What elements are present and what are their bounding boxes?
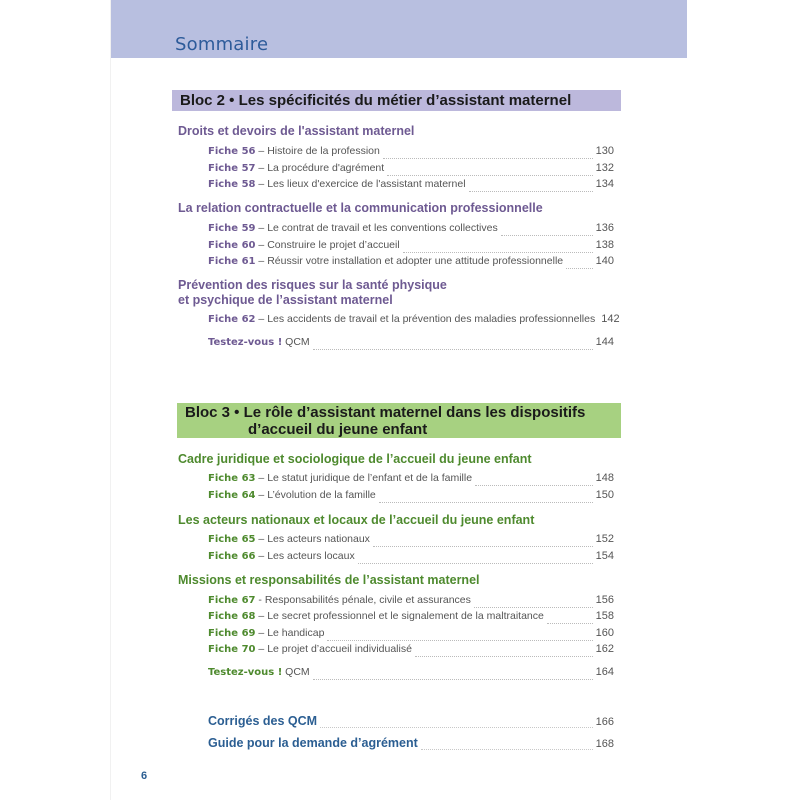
toc-entry-quiz[interactable]: [208, 666, 614, 682]
entry-title: Les lieux d'exercice de l'assistant maternel: [267, 178, 466, 190]
toc-entry[interactable]: [208, 239, 614, 255]
entry-title: Guide pour la demande d’agrément: [208, 736, 418, 750]
fiche-label: Fiche 61: [208, 256, 256, 267]
page-ref: 134: [595, 178, 614, 190]
separator: –: [255, 533, 268, 545]
page-title: Sommaire: [175, 34, 269, 55]
fiche-label: Fiche 68: [208, 611, 256, 622]
entry-title: Les acteurs locaux: [267, 550, 355, 562]
entry-title: Les accidents de travail et la prévention des maladies professionnelles: [267, 313, 596, 325]
dot-leader: [501, 227, 593, 236]
dot-leader: [313, 341, 593, 350]
separator: –: [255, 550, 268, 562]
header-band: [111, 0, 687, 58]
section-title: La relation contractuelle et la communication professionnelle: [178, 201, 543, 215]
section-title: Cadre juridique et sociologique de l’accueil du jeune enfant: [178, 452, 532, 466]
toc-entry[interactable]: [208, 627, 614, 643]
fiche-label: Fiche 58: [208, 179, 256, 190]
dot-leader: [383, 150, 593, 159]
toc-entry[interactable]: [208, 178, 614, 194]
section-title: [178, 278, 447, 308]
entry-title: Le projet d’accueil individualisé: [267, 643, 412, 655]
fiche-label: Fiche 56: [208, 146, 256, 157]
quiz-label: Testez-vous !: [208, 337, 283, 348]
toc-entry[interactable]: [208, 145, 614, 161]
dot-leader: [566, 260, 593, 269]
dot-leader: [373, 538, 593, 547]
dot-leader: [474, 599, 593, 608]
dot-leader: [313, 671, 593, 680]
page-ref: 166: [595, 716, 614, 728]
dot-leader: [327, 632, 592, 641]
separator: –: [255, 643, 268, 655]
toc-entry[interactable]: [208, 489, 614, 505]
page-ref: 136: [595, 222, 614, 234]
toc-entry[interactable]: [208, 610, 614, 626]
entry-title: Le statut juridique de l’enfant et de la famille: [267, 472, 473, 484]
toc-entry[interactable]: [208, 643, 614, 659]
quiz-label: Testez-vous !: [208, 667, 283, 678]
fiche-label: Fiche 65: [208, 534, 256, 545]
dot-leader: [415, 648, 593, 657]
page-ref: 168: [595, 738, 614, 750]
page-edge: [110, 0, 111, 800]
fiche-label: Fiche 64: [208, 490, 256, 501]
separator: –: [255, 222, 268, 234]
separator: –: [255, 313, 268, 325]
separator: –: [255, 610, 268, 622]
page-ref: 154: [595, 550, 614, 562]
page-ref: 152: [595, 533, 614, 545]
entry-title: La procédure d'agrément: [267, 162, 385, 174]
entry-title: Corrigés des QCM: [208, 714, 318, 728]
page-ref: 142: [601, 313, 620, 325]
page-ref: 160: [595, 627, 614, 639]
dot-leader: [403, 244, 593, 253]
fiche-label: Fiche 66: [208, 551, 256, 562]
separator: –: [255, 178, 268, 190]
page-ref: 144: [595, 336, 614, 348]
section-title-line-2: et psychique de l’assistant maternel: [178, 293, 393, 307]
toc-entry[interactable]: [208, 162, 614, 178]
entry-title: Réussir votre installation et adopter une attitude professionnelle: [267, 255, 564, 267]
entry-title: Construire le projet d’accueil: [267, 239, 400, 251]
dot-leader: [320, 718, 593, 728]
page-ref: 164: [595, 666, 614, 678]
separator: –: [255, 162, 268, 174]
entry-title: Le handicap: [267, 627, 325, 639]
entry-title: Histoire de la profession: [267, 145, 380, 157]
bloc-2-heading: Bloc 2 • Les spécificités du métier d’assistant maternel: [172, 90, 621, 111]
fiche-label: Fiche 62: [208, 314, 256, 325]
separator: –: [255, 627, 268, 639]
dot-leader: [475, 477, 593, 486]
dot-leader: [547, 615, 593, 624]
fiche-label: Fiche 57: [208, 163, 256, 174]
toc-entry[interactable]: [208, 472, 614, 488]
entry-title: Le contrat de travail et les conventions collectives: [267, 222, 498, 234]
dot-leader: [358, 555, 593, 564]
toc-entry[interactable]: [208, 533, 614, 549]
bloc-3-heading-line-1: Bloc 3 • Le rôle d’assistant maternel dans les dispositifs: [185, 404, 586, 421]
toc-entry[interactable]: [208, 222, 614, 238]
separator: –: [255, 145, 268, 157]
section-title: Missions et responsabilités de l’assistant maternel: [178, 573, 480, 587]
page-ref: 130: [595, 145, 614, 157]
entry-title: L’évolution de la famille: [267, 489, 376, 501]
fiche-label: Fiche 69: [208, 628, 256, 639]
section-title-line-1: Prévention des risques sur la santé physique: [178, 278, 447, 292]
separator: –: [255, 255, 268, 267]
section-title: Droits et devoirs de l'assistant maternel: [178, 124, 415, 138]
bloc-3-heading: [177, 403, 621, 438]
separator: –: [255, 239, 268, 251]
page-ref: 140: [595, 255, 614, 267]
entry-title: Responsabilités pénale, civile et assurances: [264, 594, 471, 606]
toc-entry[interactable]: [208, 255, 614, 271]
fiche-label: Fiche 59: [208, 223, 256, 234]
page-ref: 138: [595, 239, 614, 251]
fiche-label: Fiche 63: [208, 473, 256, 484]
page-ref: 132: [595, 162, 614, 174]
bloc-3-heading-line-2: d’accueil du jeune enfant: [248, 421, 428, 438]
fiche-label: Fiche 70: [208, 644, 256, 655]
section-title: Les acteurs nationaux et locaux de l’accueil du jeune enfant: [178, 513, 535, 527]
page-number: 6: [141, 770, 148, 782]
entry-title: QCM: [282, 336, 310, 348]
page-ref: 162: [595, 643, 614, 655]
separator: –: [255, 489, 268, 501]
dot-leader: [469, 183, 593, 192]
toc-entry[interactable]: [208, 594, 614, 610]
entry-title: Le secret professionnel et le signalement de la maltraitance: [267, 610, 544, 622]
separator: -: [255, 594, 265, 606]
page-ref: 148: [595, 472, 614, 484]
dot-leader: [387, 167, 592, 176]
fiche-label: Fiche 67: [208, 595, 256, 606]
entry-title: Les acteurs nationaux: [267, 533, 370, 545]
toc-entry-quiz[interactable]: [208, 336, 614, 352]
toc-entry[interactable]: [208, 550, 614, 566]
page-ref: 158: [595, 610, 614, 622]
separator: –: [255, 472, 268, 484]
toc-entry[interactable]: [208, 313, 620, 329]
entry-title: QCM: [282, 666, 310, 678]
dot-leader: [379, 494, 593, 503]
page-ref: 150: [595, 489, 614, 501]
toc-entry-guide[interactable]: [208, 736, 614, 754]
fiche-label: Fiche 60: [208, 240, 256, 251]
dot-leader: [421, 740, 593, 750]
page-ref: 156: [595, 594, 614, 606]
toc-entry-corriges[interactable]: [208, 714, 614, 732]
